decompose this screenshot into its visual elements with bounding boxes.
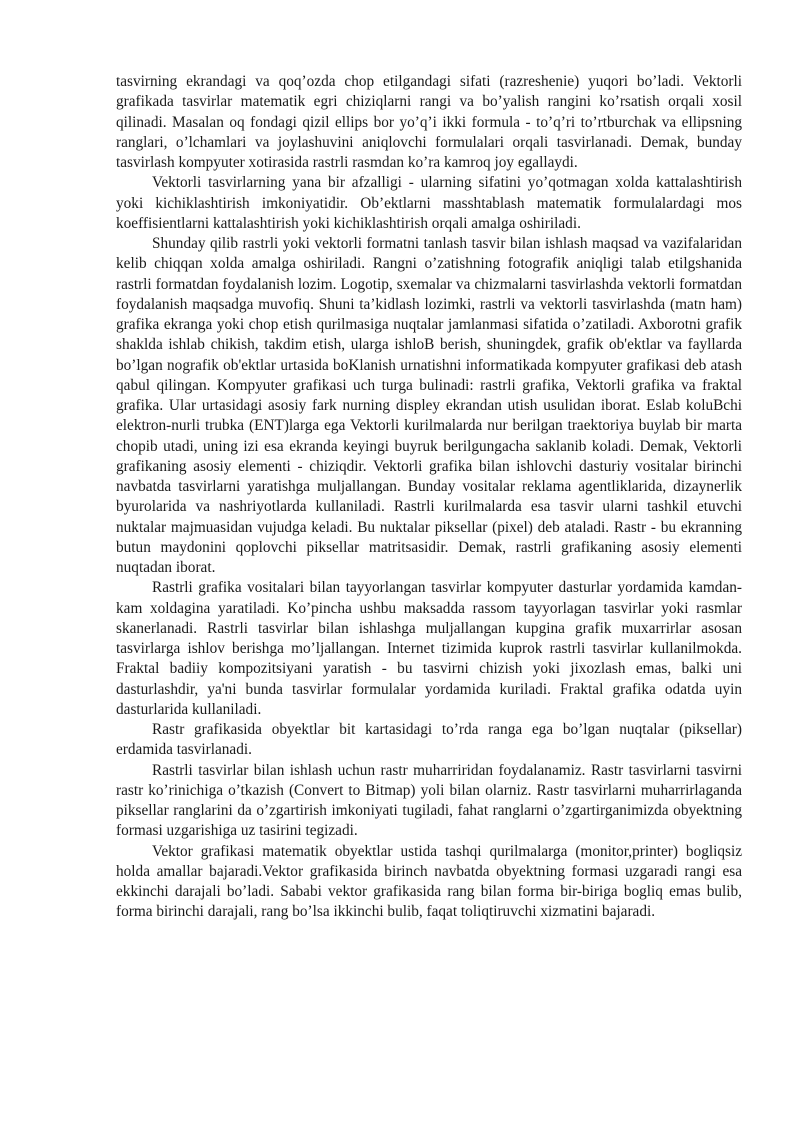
paragraph-7: Vektor grafikasi matematik obyektlar ustida tashqi qurilmalarga (monitor,printer) bogliqsiz holda amallar bajaradi.Vektor grafikasida birinch navbatda obyektning formasi uzgaradi rangi esa ekkinchi darajali bo’ladi. Sababi vektor grafikasida rang bilan forma bir-biriga bogliq emas bulib, forma birinchi darajali, rang bo’lsa ikkinchi bulib, faqat toliqtiruvchi xizmatini bajaradi. bbox=[116, 842, 742, 921]
paragraph-5: Rastr grafikasida obyektlar bit kartasidagi to’rda ranga ega bo’lgan nuqtalar (piksellar) erdamida tasvirlanadi. bbox=[116, 721, 742, 759]
paragraph-4: Rastrli grafika vositalari bilan tayyorlangan tasvirlar kompyuter dasturlar yordamida kamdan-kam xoldagina yaratiladi. Ko’pincha ushbu maksadda rassom tayyorlagan tasvirlar yoki rasmlar skanerlanadi. Rastrli tasvirlar bilan ishlashga muljallangan kupgina grafik muxarrirlar asosan tasvirlarga ishlov berishga mo’ljallangan. Internet tizimida kuprok rastrli tasvirlar kullanilmokda. Fraktal badiiy kompozitsiyani yaratish - bu tasvirni chizish yoki jixozlash emas, balki uni dasturlashdir, ya'ni bunda tasvirlar formulalar yordamida kuriladi. Fraktal grafika odatda uyin dasturlarida kullaniladi. bbox=[116, 579, 742, 718]
document-page bbox=[116, 72, 742, 923]
paragraph-1: tasvirning ekrandagi va qoq’ozda chop etilgandagi sifati (razreshenie) yuqori bo’ladi. Vektorli grafikada tasvirlar matematik egri chiziqlarni rangi va bo’yalish rangini ko’rsatish orqali xosil qilinadi. Masalan oq fondagi qizil ellips bor yo’q’i ikki formula - to’q’ri to’rtburchak va ellipsning ranglari, o’lchamlari va joylashuvini aniqlovchi formulalari orqali tasvirlanadi. Demak, bunday tasvirlash kompyuter xotirasida rastrli rasmdan ko’ra kamroq joy egallaydi. bbox=[116, 73, 742, 171]
paragraph-3: Shunday qilib rastrli yoki vektorli formatni tanlash tasvir bilan ishlash maqsad va vazifalaridan kelib chiqqan xolda amalga oshiriladi. Rangni o’zatishning fotografik aniqligi talab etilgshanida rastrli formatdan foydalanish lozim. Logotip, sxemalar va chizmalarni tasvirlashda vektorli formatdan foydalanish maqsadga muvofiq. Shuni ta’kidlash lozimki, rastrli va vektorli tasvirlashda (matn ham) grafika ekranga yoki chop etish qurilmasiga nuqtalar jamlanmasi sifatida o’zatiladi. Axborotni grafik shaklda ishlab chikish, takdim etish, ularga ishloB berish, shuningdek, grafik ob'ektlar va fayllarda bo’lgan nografik ob'ektlar urtasida boKlanish urnatishni informatikada kompyuter grafikasi deb atash qabul qilingan. Kompyuter grafikasi uch turga bulinadi: rastrli grafika, Vektorli grafika va fraktal grafika. Ular urtasidagi asosiy fark nurning displey ekrandan utish usulidan iborat. Eslab koluBchi elektron-nurli trubka (ENT)larga ega Vektorli kurilmalarda nur berilgan traektoriya buylab bir marta chopib utadi, uning izi esa ekranda keyingi buyruk berilgungacha saklanib koladi. Demak, Vektorli grafikaning asosiy elementi - chiziqdir. Vektorli grafika bilan ishlovchi dasturiy vositalar birinchi navbatda tasvirlarni yaratishga muljallangan. Bunday vositalar reklama agentliklarida, dizaynerlik byurolarida va nashriyotlarda kullaniladi. Rastrli kurilmalarda esa tasvir ularni tashkil etuvchi nuktalar majmuasidan vujudga keladi. Bu nuktalar piksellar (pixel) deb ataladi. Rastr - bu ekranning butun maydonini qoplovchi piksellar matritsasidir. Demak, rastrli grafikaning asosiy elementi nuqtadan iborat. bbox=[116, 235, 742, 576]
paragraph-6: Rastrli tasvirlar bilan ishlash uchun rastr muharriridan foydalanamiz. Rastr tasvirlarni tasvirni rastr ko’rinichiga o’tkazish (Convert to Bitmap) yoli bilan olarniz. Rastr tasvirlarni muharrirlaganda piksellar ranglarini da o’zgartirish imkoniyati tugiladi, fahat ranglarni o’zgartirganimizda obyektning formasi uzgarishiga uz tasirini tegizadi. bbox=[116, 761, 742, 840]
paragraph-2: Vektorli tasvirlarning yana bir afzalligi - ularning sifatini yo’qotmagan xolda kattalashtirish yoki kichiklashtirish imkoniyatidir. Ob’ektlarni masshtablash matematik formulalardagi mos koeffisientlarni kattalashtirish yoki kichiklashtirish orqali amalga oshiriladi. bbox=[116, 174, 742, 232]
